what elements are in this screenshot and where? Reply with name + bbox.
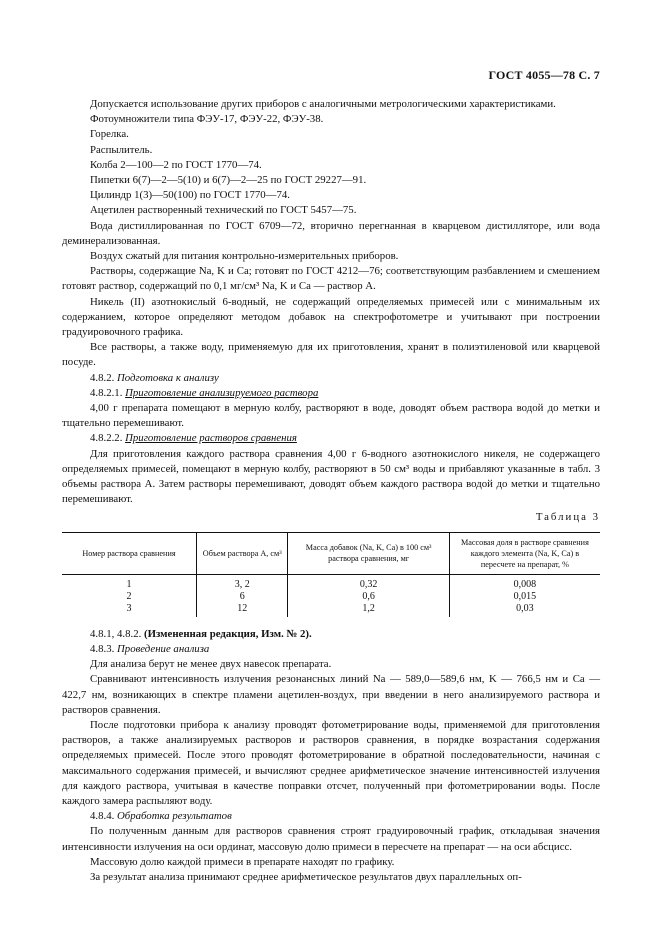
table-cell: 3, 2 <box>197 574 288 591</box>
table-cell: 3 <box>126 602 132 614</box>
table-caption: Таблица 3 <box>535 511 600 524</box>
table-cell: 0,03 <box>449 603 600 617</box>
paragraph: Для анализа берут не менее двух навесок препарата. <box>90 658 332 671</box>
data-table <box>62 532 600 617</box>
paragraph: Никель (II) азотнокислый 6-водный, не содержащий определяемых примесей или с минимальным их содержанием, которое определяют методом добавок на спектрофотометре и учитывают при построении градуировочного графика. <box>62 295 600 339</box>
revision-text: (Измененная редакция, Изм. № 2). <box>144 627 312 640</box>
paragraph: Пипетки 6(7)—2—5(10) и 6(7)—2—25 по ГОСТ 29227—91. <box>90 174 367 187</box>
paragraph: За результат анализа принимают среднее арифметическое результатов двух параллельных оп- <box>90 870 522 883</box>
paragraph: Ацетилен растворенный технический по ГОСТ 5457—75. <box>90 204 357 217</box>
section-title: Подготовка к анализу <box>117 371 219 384</box>
table-cell: 1 <box>126 578 132 590</box>
paragraph: Колба 2—100—2 по ГОСТ 1770—74. <box>90 158 262 171</box>
section-heading-4-8-2-1 <box>62 386 600 401</box>
table-cell: 0,32 <box>288 574 449 591</box>
column-header: Массовая доля в растворе сравнения каждого элемента (Na, K, Ca) в пересчете на препарат, % <box>449 532 600 574</box>
table-cell: 2 <box>126 590 132 602</box>
paragraph: Для приготовления каждого раствора сравнения 4,00 г 6-водного азотнокислого никеля, не содержащего определяемых примесей, помещают в мерную колбу, растворяют в 50 см³ воды и прибавляют указанные в табл. 3 объемы раствора А. Затем растворы перемешивают, доводят объем каждого раствора водой до метки и тщательно перемешивают. <box>62 447 600 506</box>
section-number: 4.8.2. <box>90 371 115 384</box>
page-header: ГОСТ 4055—78 С. 7 <box>488 68 600 82</box>
revision-prefix: 4.8.1, 4.8.2. <box>90 627 142 640</box>
section-number: 4.8.3. <box>90 642 115 655</box>
document-body <box>62 97 600 885</box>
section-title: Приготовление анализируемого раствора <box>125 386 319 399</box>
column-header: Масса добавок (Na, K, Ca) в 100 см³ раствора сравнения, мг <box>288 532 449 574</box>
paragraph: Сравнивают интенсивность излучения резонансных линий Na — 589,0—589,6 нм, K — 766,5 нм и Ca — 422,7 нм, возникающих в спектре пламени ацетилен-воздух, при введении в него анализируемого раствора и растворов сравнения. <box>62 673 600 716</box>
section-heading-4-8-2-2 <box>62 431 600 446</box>
paragraph: 4,00 г препарата помещают в мерную колбу, растворяют в воде, доводят объем раствора водой до метки и тщательно перемешивают. <box>62 402 600 430</box>
table-cell: 6 <box>197 591 288 603</box>
section-number: 4.8.2.1. <box>90 386 123 399</box>
paragraph: Допускается использование других приборов с аналогичными метрологическими характеристиками. <box>90 98 556 110</box>
section-heading-4-8-3 <box>62 642 600 657</box>
table-row <box>62 591 600 603</box>
paragraph: Все растворы, а также воду, применяемую для их приготовления, хранят в полиэтиленовой или кварцевой посуде. <box>62 341 600 369</box>
section-title: Приготовление растворов сравнения <box>125 432 297 445</box>
section-number: 4.8.4. <box>90 810 115 823</box>
paragraph: По полученным данным для растворов сравнения строят градуировочный график, откладывая значения интенсивности излучения на оси ординат, массовую долю примеси в пересчете на препарат — на оси абсцисс. <box>62 825 600 853</box>
table-header-row <box>62 532 600 574</box>
paragraph: Распылитель. <box>90 143 153 156</box>
table-row <box>62 574 600 591</box>
section-heading-4-8-2 <box>62 371 600 386</box>
section-number: 4.8.2.2. <box>90 432 123 445</box>
section-heading-4-8-4 <box>62 809 600 824</box>
table-cell: 0,6 <box>288 591 449 603</box>
section-title: Проведение анализа <box>117 642 210 655</box>
column-header: Номер раствора сравнения <box>62 532 197 574</box>
table-cell: 0,008 <box>449 574 600 591</box>
paragraph: Вода дистиллированная по ГОСТ 6709—72, вторично перегнанная в кварцевом дистилляторе, или вода деминерализованная. <box>62 219 600 247</box>
section-title: Обработка результатов <box>117 810 232 823</box>
table-cell: 1,2 <box>288 603 449 617</box>
paragraph: Массовую долю каждой примеси в препарате находят по графику. <box>90 855 395 868</box>
paragraph: Цилиндр 1(3)—50(100) по ГОСТ 1770—74. <box>90 189 290 202</box>
table-row <box>62 603 600 617</box>
revision-note <box>62 627 600 642</box>
column-header: Объем раствора А, см³ <box>197 532 288 574</box>
paragraph: Фотоумножители типа ФЭУ-17, ФЭУ-22, ФЭУ-38. <box>90 113 324 126</box>
paragraph: Воздух сжатый для питания контрольно-измерительных приборов. <box>90 250 399 263</box>
table-cell: 12 <box>197 603 288 617</box>
paragraph: Горелка. <box>90 128 129 141</box>
paragraph: Растворы, содержащие Na, K и Ca; готовят по ГОСТ 4212—76; соответствующим разбавлением и смешением готовят раствор, содержащий по 0,1 мг/см³ Na, K и Ca — раствор А. <box>62 265 600 293</box>
paragraph: После подготовки прибора к анализу проводят фотометрирование воды, применяемой для приготовления растворов, а также анализируемых растворов и растворов сравнения, в порядке возрастания содержания определяемых примесей. После этого проводят фотометрирование в обратной последовательности, начиная с максимального содержания примесей, и вычисляют среднее арифметическое значение интенсивностей излучения для каждого раствора, учитывая в качестве поправки отсчет, полученный при фотометрировании воды. После каждого замера распыляют воду. <box>62 718 600 807</box>
table-cell: 0,015 <box>449 591 600 603</box>
